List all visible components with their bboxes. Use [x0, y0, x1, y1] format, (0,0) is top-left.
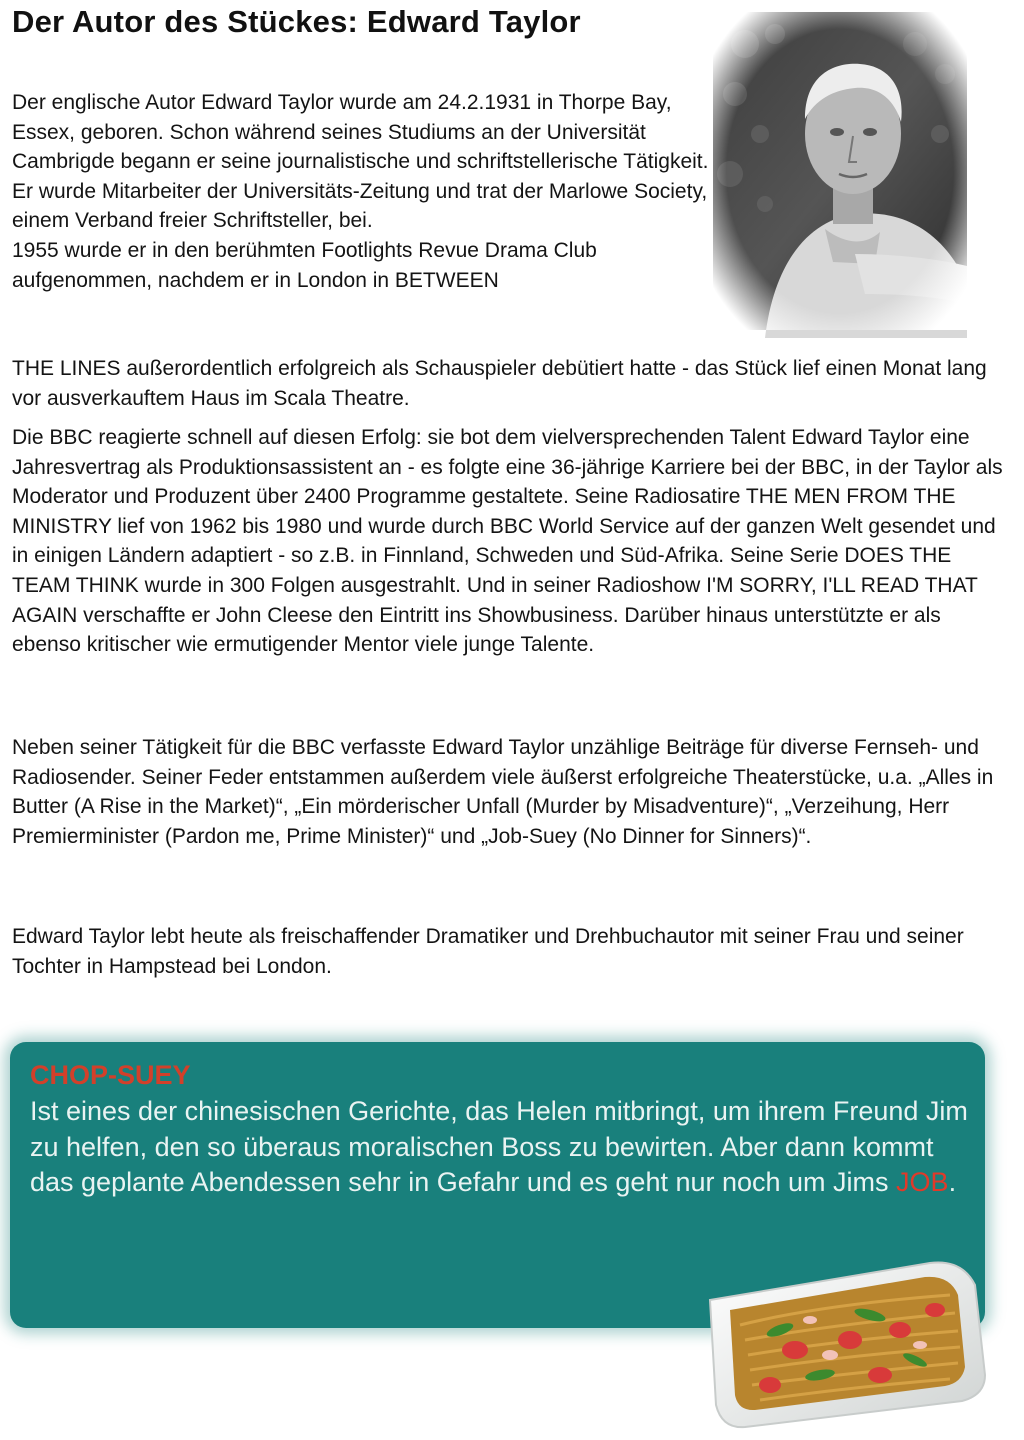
page-title: Der Autor des Stückes: Edward Taylor: [12, 4, 581, 39]
author-portrait-image: [705, 4, 975, 338]
intro-paragraph: [12, 88, 712, 295]
chop-suey-dish-image: [700, 1255, 990, 1430]
intro-text: Der englische Autor Edward Taylor wurde am 24.2.1931 in Thorpe Bay, Essex, geboren. Schon während seines Studiums an der Universität Cambrigde begann er seine journalistische und schriftstellerische Tätigkeit. Er wurde Mitarbeiter der Universitäts-Zeitung und trat der Marlowe Society, einem Verband freier Schriftsteller, bei.: [12, 91, 709, 233]
chop-suey-heading: CHOP-SUEY: [30, 1060, 191, 1090]
chop-suey-description: [30, 1094, 970, 1201]
chop-suey-end: .: [948, 1167, 957, 1197]
intro-continuation: THE LINES außerordentlich erfolgreich als Schauspieler debütiert hatte - das Stück lief einen Monat lang vor ausverkauftem Haus im Scala Theatre.: [12, 357, 987, 410]
plays-paragraph: Neben seiner Tätigkeit für die BBC verfasste Edward Taylor unzählige Beiträge für diverse Fernseh- und Radiosender. Seiner Feder entstammen außerdem viele äußerst erfolgreiche Theaterstücke, u.a. „Alles in Butter (A Rise in the Market)“, „Ein mörderischer Unfall (Murder by Misadventure)“, „Verzeihung, Herr Premierminister (Pardon me, Prime Minister)“ und „Job-Suey (No Dinner for Sinners)“.: [12, 736, 994, 848]
bbc-career-paragraph: Die BBC reagierte schnell auf diesen Erfolg: sie bot dem vielversprechenden Talent Edward Taylor eine Jahresvertrag als Produktionsassistent an - es folgte eine 36-jährige Karriere bei der BBC, in der Taylor als Moderator und Produzent über 2400 Programme gestaltete. Seine Radiosatire THE MEN FROM THE MINISTRY lief von 1962 bis 1980 und wurde durch BBC World Service auf der ganzen Welt gesendet und in einigen Ländern adaptiert - so z.B. in Finnland, Schweden und Süd-Afrika. Seine Serie DOES THE TEAM THINK wurde in 300 Folgen ausgestrahlt. Und in seiner Radioshow I'M SORRY, I'LL READ THAT AGAIN verschaffte er John Cleese den Eintritt ins Showbusiness. Darüber hinaus unterstützte er als ebenso kritischer wie ermutigender Mentor viele junge Talente.: [12, 426, 1003, 657]
chop-suey-text: Ist eines der chinesischen Gerichte, das Helen mitbringt, um ihrem Freund Jim zu helfen, den so überaus moralischen Boss zu bewirten. Aber dann kommt das geplante Abendessen sehr in Gefahr und es geht nur noch um Jims: [30, 1096, 968, 1197]
job-highlight: JOB: [896, 1167, 949, 1197]
intro-text-second: 1955 wurde er in den berühmten Footlights Revue Drama Club aufgenommen, nachdem er in London in BETWEEN: [12, 238, 597, 292]
current-life-paragraph: Edward Taylor lebt heute als freischaffender Dramatiker und Drehbuchautor mit seiner Frau und seiner Tochter in Hampstead bei London.: [12, 925, 964, 978]
